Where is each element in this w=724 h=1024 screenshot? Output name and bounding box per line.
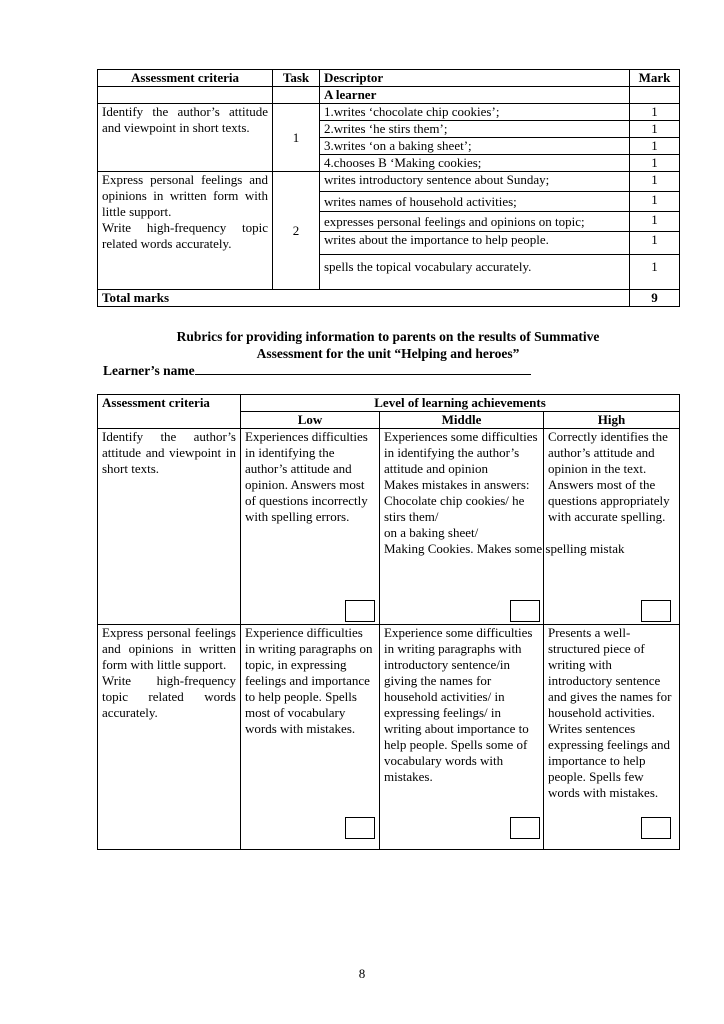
middle-text: Chocolate chip cookies/ he stirs them/ — [384, 493, 525, 524]
learner-name-line — [103, 362, 531, 379]
task-cell: 2 — [273, 172, 320, 290]
total-marks-value: 9 — [630, 290, 680, 307]
high-cell — [544, 429, 680, 625]
header-task: Task — [273, 70, 320, 87]
low-checkbox[interactable] — [345, 600, 375, 622]
criteria-cell: Identify the author’s attitude and viewpoint in short texts. — [98, 429, 241, 625]
low-checkbox[interactable] — [345, 817, 375, 839]
rubrics-title-line: Assessment for the unit “Helping and heroes” — [256, 346, 520, 361]
mark-cell: 1 — [630, 155, 680, 172]
mark-cell: 1 — [630, 121, 680, 138]
total-marks-label: Total marks — [98, 290, 630, 307]
learner-name-field[interactable] — [195, 362, 531, 375]
descriptor-cell: writes introductory sentence about Sunday; — [320, 172, 630, 192]
subheader-a-learner: A learner — [320, 87, 630, 104]
header-low: Low — [241, 412, 380, 429]
descriptor-cell: expresses personal feelings and opinions on topic; — [320, 212, 630, 232]
header-high: High — [544, 412, 680, 429]
middle-text: Making Cookies. Makes some spelling mistak — [384, 541, 625, 556]
header-middle: Middle — [380, 412, 544, 429]
middle-checkbox[interactable] — [510, 600, 540, 622]
high-text: Correctly identifies the author’s attitude and opinion in the text. Answers most of the questions appropriately with accurate spelling. — [548, 429, 670, 524]
mark-cell: 1 — [630, 255, 680, 290]
header-descriptor: Descriptor — [320, 70, 630, 87]
middle-text: Experience some difficulties in writing paragraphs with introductory sentence/in giving the names for household activities/ in expressing feelings/ in writing about importance to help people. Spells some of vocabulary words with mistakes. — [384, 625, 533, 784]
low-text: Experiences difficulties in identifying the author’s attitude and opinion. Answers most of questions incorrectly with spelling errors. — [245, 429, 368, 524]
middle-text: on a baking sheet/ — [384, 525, 479, 540]
header-mark: Mark — [630, 70, 680, 87]
criteria-text: Express personal feelings and opinions in written form with little support. — [102, 625, 236, 672]
descriptor-cell: writes names of household activities; — [320, 192, 630, 212]
mark-cell: 1 — [630, 192, 680, 212]
criteria-cell — [98, 172, 273, 290]
page-number: 8 — [358, 966, 366, 981]
header-assessment-criteria: Assessment criteria — [98, 70, 273, 87]
middle-text: Makes mistakes in answers: — [384, 477, 530, 492]
high-checkbox[interactable] — [641, 600, 671, 622]
low-text: Experience difficulties in writing paragraphs on topic, in expressing feelings and importance to help people. Spells most of vocabulary words with mistakes. — [245, 625, 373, 736]
mark-cell: 1 — [630, 212, 680, 232]
header-level-of-learning: Level of learning achievements — [241, 395, 680, 412]
high-checkbox[interactable] — [641, 817, 671, 839]
rubrics-title — [97, 328, 679, 362]
low-cell — [241, 625, 380, 850]
descriptor-cell: 4.chooses B ‘Making cookies; — [320, 155, 630, 172]
criteria-text: Write high-frequency topic related words accurately. — [102, 220, 268, 251]
mark-cell: 1 — [630, 232, 680, 255]
mark-cell: 1 — [630, 172, 680, 192]
criteria-text: Write high-frequency topic related words accurately. — [102, 673, 236, 720]
low-cell — [241, 429, 380, 625]
descriptor-cell: writes about the importance to help people. — [320, 232, 630, 255]
descriptor-cell: 1.writes ‘chocolate chip cookies’; — [320, 104, 630, 121]
task-cell: 1 — [273, 104, 320, 172]
header-assessment-criteria: Assessment criteria — [98, 395, 241, 429]
descriptor-cell: 3.writes ‘on a baking sheet’; — [320, 138, 630, 155]
descriptor-cell: 2.writes ‘he stirs them’; — [320, 121, 630, 138]
learner-name-label: Learner’s name — [103, 363, 195, 378]
criteria-text: Express personal feelings and opinions in written form with little support. — [102, 172, 268, 219]
descriptor-cell: spells the topical vocabulary accurately. — [320, 255, 630, 290]
mark-cell: 1 — [630, 138, 680, 155]
criteria-cell — [98, 625, 241, 850]
middle-checkbox[interactable] — [510, 817, 540, 839]
criteria-cell: Identify the author’s attitude and viewpoint in short texts. — [98, 104, 273, 172]
middle-cell — [380, 625, 544, 850]
high-text: Presents a well-structured piece of writing with introductory sentence and gives the names for household activities. Writes sentences expressing feelings and importance to help people. Spells few words with mistakes. — [548, 625, 672, 800]
mark-cell: 1 — [630, 104, 680, 121]
middle-text: Experiences some difficulties in identifying the author’s attitude and opinion — [384, 429, 538, 476]
rubrics-title-line: Rubrics for providing information to parents on the results of Summative — [176, 329, 600, 344]
rubrics-table — [97, 394, 680, 850]
assessment-criteria-table — [97, 69, 680, 307]
high-cell — [544, 625, 680, 850]
